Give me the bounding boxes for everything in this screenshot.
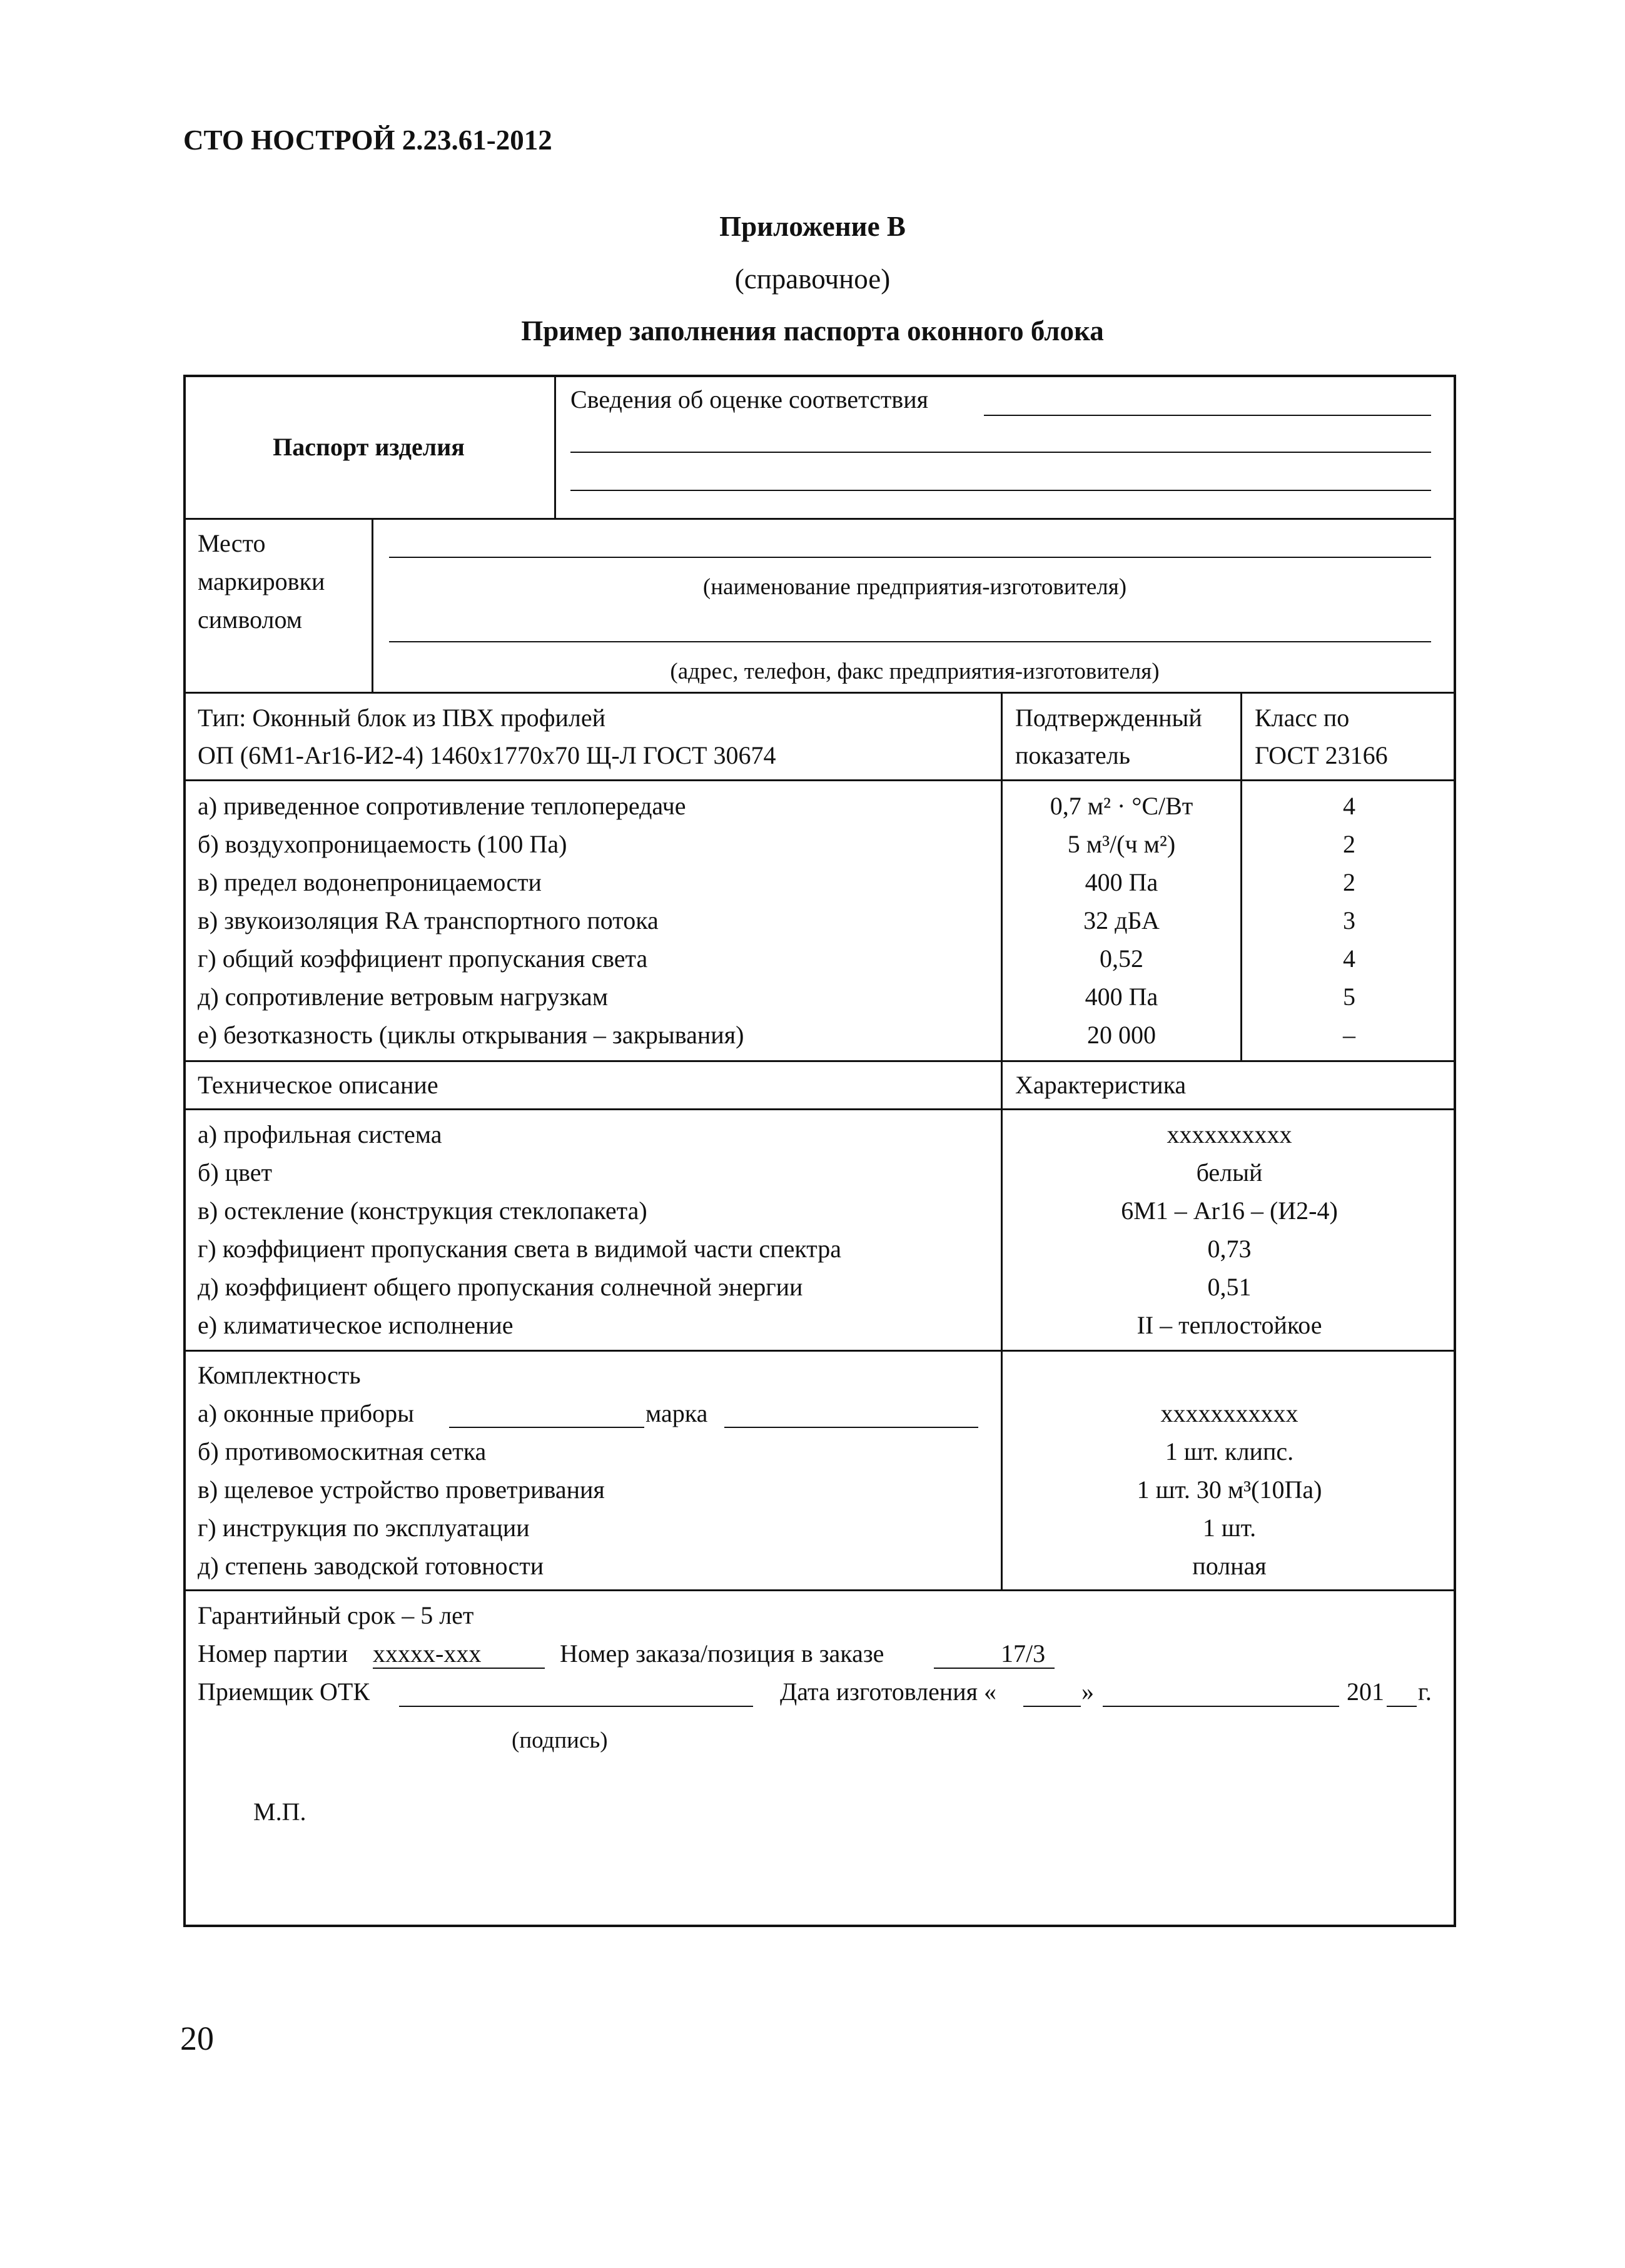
kit-row-a-mark: марка <box>645 1399 708 1427</box>
maker-address-line[interactable] <box>389 641 1431 642</box>
fittings-line[interactable] <box>449 1427 644 1428</box>
fittings-mark-line[interactable] <box>724 1427 978 1428</box>
signature-hint: (подпись) <box>512 1728 608 1753</box>
indicator-class: 2 <box>1343 868 1355 896</box>
rule-tech-bottom <box>183 1350 1456 1352</box>
conformity-line-2[interactable] <box>570 452 1431 453</box>
kit-name: г) инструкция по эксплуатации <box>198 1514 530 1542</box>
date-month-line[interactable] <box>1103 1706 1339 1707</box>
kit-header: Комплектность <box>198 1361 361 1389</box>
marking-label-2: маркировки <box>198 567 325 595</box>
maker-name-line[interactable] <box>389 557 1431 558</box>
tech-header: Техническое описание <box>198 1071 438 1099</box>
year-line[interactable] <box>1387 1706 1417 1707</box>
inspector-label: Приемщик ОТК <box>198 1678 370 1706</box>
tech-value: 0,73 <box>1207 1235 1252 1263</box>
kit-value: 1 шт. 30 м³(10Па) <box>1136 1476 1322 1504</box>
indicator-name: в) предел водонепроницаемости <box>198 868 542 896</box>
year-prefix: 201 <box>1347 1678 1384 1706</box>
rule-passport-bottom <box>183 518 1456 520</box>
batch-value: xxxxx-xxx <box>373 1639 482 1668</box>
date-close-quote: » <box>1081 1678 1094 1706</box>
rule-kit-bottom <box>183 1589 1456 1591</box>
tech-value: 6М1 – Ar16 – (И2-4) <box>1121 1197 1338 1225</box>
maker-address-hint: (адрес, телефон, факс предприятия-изготовителя) <box>670 659 1160 684</box>
kit-name: б) противомоскитная сетка <box>198 1437 487 1466</box>
inspector-signature-line[interactable] <box>399 1706 753 1707</box>
tech-name: а) профильная система <box>198 1120 442 1148</box>
indicator-name: в) звукоизоляция RA транспортного потока <box>198 906 659 934</box>
kit-name: д) степень заводской готовности <box>198 1552 544 1580</box>
indicator-class: 5 <box>1343 983 1355 1011</box>
indicator-value: 400 Па <box>1085 868 1158 896</box>
conformity-line-1[interactable] <box>984 415 1431 416</box>
tech-name: в) остекление (конструкция стеклопакета) <box>198 1197 647 1225</box>
indicator-value: 400 Па <box>1085 983 1158 1011</box>
kit-value: 1 шт. клипс. <box>1165 1437 1294 1466</box>
indicator-value: 0,52 <box>1100 944 1143 973</box>
kit-value: 1 шт. <box>1202 1514 1257 1542</box>
tech-name: б) цвет <box>198 1158 272 1187</box>
tech-name: е) климатическое исполнение <box>198 1311 514 1339</box>
indicator-class: 2 <box>1343 830 1355 858</box>
stamp-place: М.П. <box>253 1798 306 1826</box>
class-header-2: ГОСТ 23166 <box>1255 741 1388 769</box>
confirmed-header-2: показатель <box>1015 741 1130 769</box>
conformity-line-3[interactable] <box>570 490 1431 491</box>
indicator-class: 4 <box>1343 792 1355 820</box>
kit-value: полная <box>1192 1552 1267 1580</box>
char-header: Характеристика <box>1015 1071 1187 1099</box>
tech-value: xxxxxxxxxx <box>1167 1120 1292 1148</box>
year-suffix: г. <box>1418 1678 1432 1706</box>
product-type-line-2: ОП (6М1-Ar16-И2-4) 1460x1770x70 Щ-Л ГОСТ 30674 <box>198 741 776 769</box>
marking-label-1: Место <box>198 529 266 557</box>
rule-passport-split <box>554 375 556 519</box>
warranty: Гарантийный срок – 5 лет <box>198 1601 474 1629</box>
kit-row-a-value: xxxxxxxxxxx <box>1160 1399 1298 1427</box>
tech-name: д) коэффициент общего пропускания солнечной энергии <box>198 1273 803 1301</box>
passport-title: Паспорт изделия <box>273 433 465 461</box>
kit-name: в) щелевое устройство проветривания <box>198 1476 605 1504</box>
indicator-name: е) безотказность (циклы открывания – закрывания) <box>198 1021 744 1049</box>
indicator-class: 4 <box>1343 944 1355 973</box>
order-label: Номер заказа/позиция в заказе <box>560 1639 884 1668</box>
conformity-label: Сведения об оценке соответствия <box>570 385 928 413</box>
indicator-name: а) приведенное сопротивление теплопередаче <box>198 792 686 820</box>
rule-type-bottom <box>183 779 1456 781</box>
rule-marking-bottom <box>183 692 1456 694</box>
tech-value: 0,51 <box>1207 1273 1252 1301</box>
tech-value: белый <box>1196 1158 1263 1187</box>
indicator-name: г) общий коэффициент пропускания света <box>198 944 648 973</box>
page-number: 20 <box>180 2020 214 2057</box>
indicator-class: 3 <box>1343 906 1355 934</box>
date-day-line[interactable] <box>1023 1706 1081 1707</box>
confirmed-header-1: Подтвержденный <box>1015 704 1202 732</box>
indicator-class: – <box>1343 1021 1355 1049</box>
date-label: Дата изготовления « <box>780 1678 997 1706</box>
appendix-caption: Пример заполнения паспорта оконного блока <box>521 315 1104 347</box>
kit-row-a-prefix: а) оконные приборы <box>198 1399 414 1427</box>
indicator-value: 5 м³/(ч м²) <box>1067 830 1176 858</box>
product-type-line-1: Тип: Оконный блок из ПВХ профилей <box>198 704 606 732</box>
marking-label-3: символом <box>198 605 303 634</box>
indicator-value: 32 дБА <box>1083 906 1160 934</box>
appendix-title: Приложение В <box>719 211 906 242</box>
appendix-kind: (справочное) <box>734 263 891 295</box>
indicator-value: 0,7 м² · °С/Вт <box>1050 792 1193 820</box>
tech-name: г) коэффициент пропускания света в видимой части спектра <box>198 1235 841 1263</box>
tech-value: II – теплостойкое <box>1136 1311 1322 1339</box>
class-header-1: Класс по <box>1255 704 1350 732</box>
order-value: 17/3 <box>1001 1639 1046 1668</box>
rule-indicators-bottom <box>183 1060 1456 1062</box>
indicator-name: б) воздухопроницаемость (100 Па) <box>198 830 567 858</box>
indicator-name: д) сопротивление ветровым нагрузкам <box>198 983 609 1011</box>
batch-line[interactable] <box>373 1668 545 1669</box>
maker-name-hint: (наименование предприятия-изготовителя) <box>702 574 1127 600</box>
batch-label: Номер партии <box>198 1639 348 1668</box>
indicator-value: 20 000 <box>1087 1021 1156 1049</box>
rule-tech-header-bottom <box>183 1108 1456 1110</box>
document-code: СТО НОСТРОЙ 2.23.61-2012 <box>183 124 552 156</box>
